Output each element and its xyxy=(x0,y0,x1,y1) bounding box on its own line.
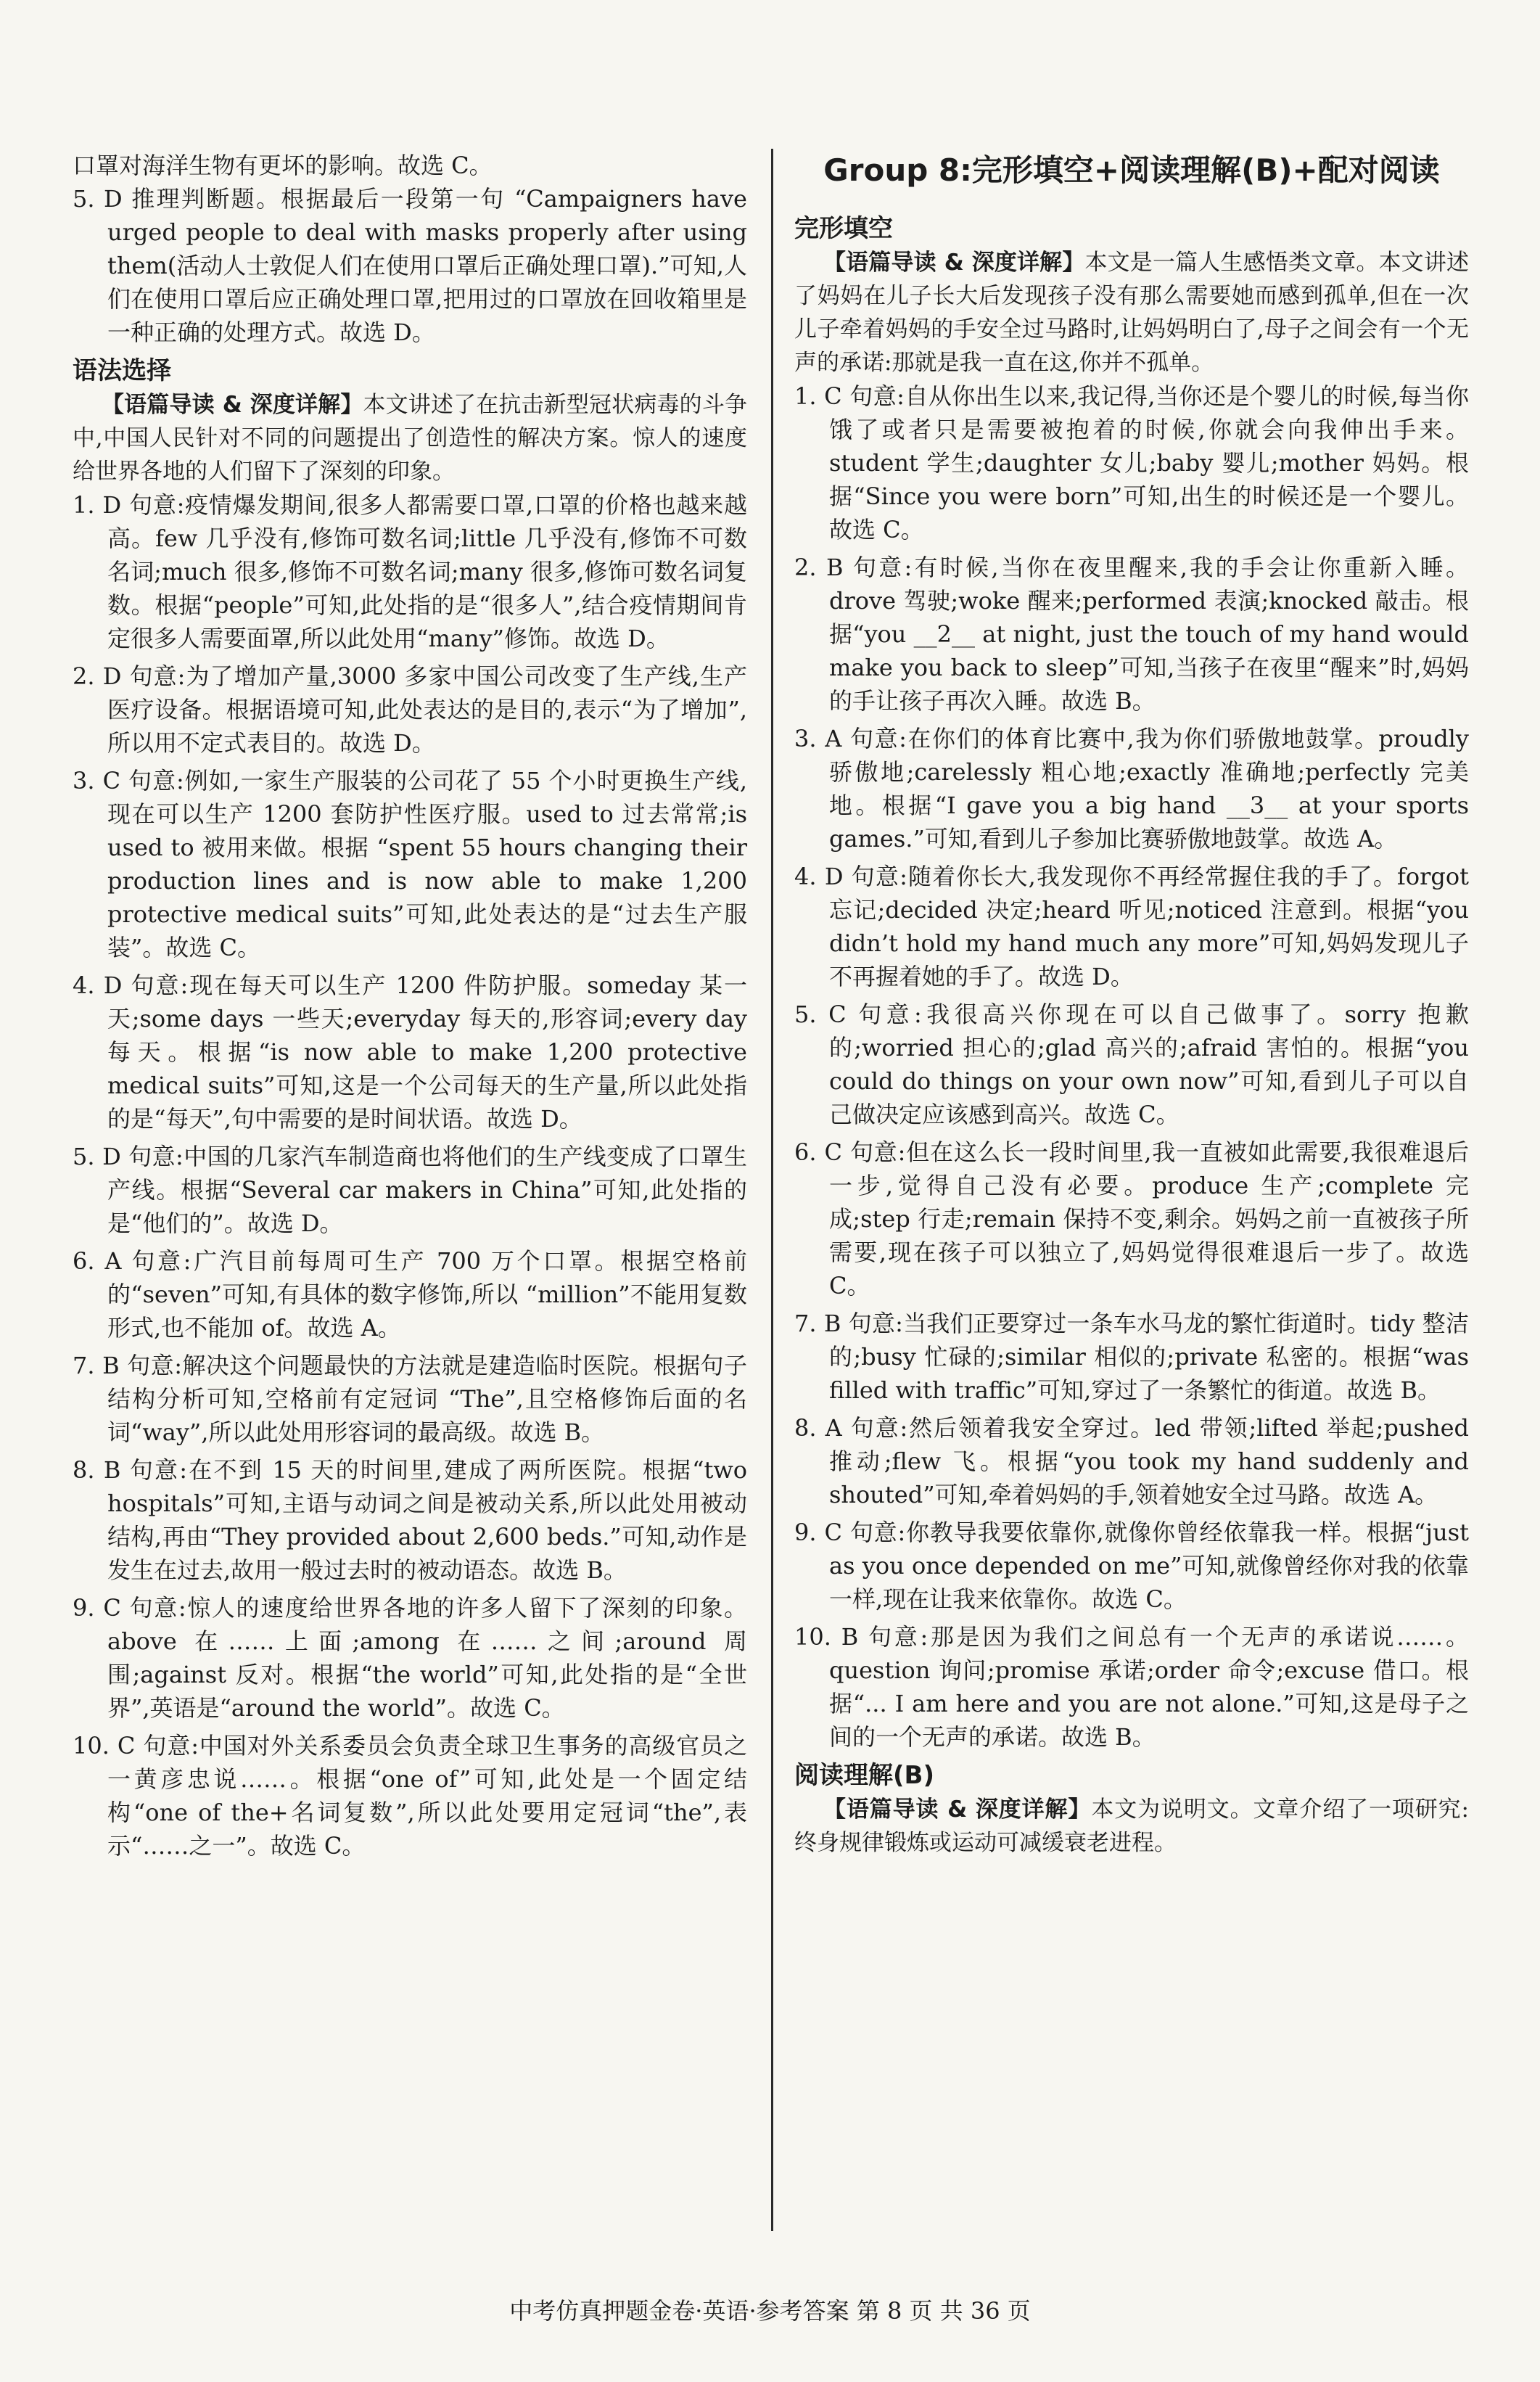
grammar-guide-text: 本文讲述了在抗击新型冠状病毒的斗争中,中国人民针对不同的问题提出了创造性的解决方案。惊人的速度给世界各地的人们留下了深刻的印象。 xyxy=(73,392,747,485)
grammar-heading: 语法选择 xyxy=(73,356,171,385)
reading-guide-label: 【语篇导读 & 深度详解】 xyxy=(823,1796,1092,1823)
cloze-item-8: 8. A 句意:然后领着我安全穿过。led 带领;lifted 举起;pushed 推动;flew 飞。根据“you took my hand suddenly and shouted”可知,牵着妈妈的手,领着她安全过马路。故选 A。 xyxy=(794,1414,1469,1508)
right-column xyxy=(794,149,1469,1860)
cloze-item-5: 5. C 句意:我很高兴你现在可以自己做事了。sorry 抱歉的;worried 担心的;glad 高兴的;afraid 害怕的。根据“you could do things on your own now”可知,看到儿子可以自己做决定应该感到高兴。故选 C。 xyxy=(794,1001,1469,1128)
grammar-item-4: 4. D 句意:现在每天可以生产 1200 件防护服。someday 某一天;some days 一些天;everyday 每天的,形容词;every day 每天。根据“is now able to make 1,200 protective medical suits”可知,这是一个公司每天的生产量,所以此处指的是“每天”,句中需要的是时间状语。故选 D。 xyxy=(73,972,747,1133)
reading-guide xyxy=(794,1793,1469,1860)
cloze-item-3: 3. A 句意:在你们的体育比赛中,我为你们骄傲地鼓掌。proudly 骄傲地;carelessly 粗心地;exactly 准确地;perfectly 完美地。根据“I gave you a big hand __3__ at your sports games.”可知,看到儿子参加比赛骄傲地鼓掌。故选 A。 xyxy=(794,725,1469,853)
left-column xyxy=(73,149,747,1867)
grammar-item-5: 5. D 句意:中国的几家汽车制造商也将他们的生产线变成了口罩生产线。根据“Several car makers in China”可知,此处指的是“他们的”。故选 D。 xyxy=(73,1143,747,1237)
cloze-items xyxy=(794,379,1469,1754)
grammar-items xyxy=(73,488,747,1863)
cloze-guide-label: 【语篇导读 & 深度详解】 xyxy=(823,250,1085,276)
grammar-item-9: 9. C 句意:惊人的速度给世界各地的许多人留下了深刻的印象。above 在……上面;among 在……之间;around 周围;against 反对。根据“the world”可知,此处指的是“全世界”,英语是“around the world”。故选 C。 xyxy=(73,1594,747,1722)
reading-heading: 阅读理解(B) xyxy=(794,1761,934,1790)
cloze-item-10: 10. B 句意:那是因为我们之间总有一个无声的承诺说……。question 询问;promise 承诺;order 命令;excuse 借口。根据“... I am here and you are not alone.”可知,这是母子之间的一个无声的承诺。故选 B。 xyxy=(794,1623,1469,1751)
grammar-item-1: 1. D 句意:疫情爆发期间,很多人都需要口罩,口罩的价格也越来越高。few 几乎没有,修饰可数名词;little 几乎没有,修饰不可数名词;much 很多,修饰不可数名词;many 很多,修饰可数名词复数。根据“people”可知,此处指的是“很多人”,结合疫情期间肯定很多人需要面罩,所以此处用“many”修饰。故选 D。 xyxy=(73,491,747,652)
reading-guide-text: 本文为说明文。文章介绍了一项研究:终身规律锻炼或运动可减缓衰老进程。 xyxy=(794,1796,1469,1856)
cloze-item-2: 2. B 句意:有时候,当你在夜里醒来,我的手会让你重新入睡。drove 驾驶;woke 醒来;performed 表演;knocked 敲击。根据“you __2__ at night, just the touch of my hand would make you back to sleep”可知,当孩子在夜里“醒来”时,妈妈的手让孩子再次入睡。故选 B。 xyxy=(794,554,1469,715)
group-title: Group 8:完形填空+阅读理解(B)+配对阅读 xyxy=(823,152,1440,188)
grammar-item-10: 10. C 句意:中国对外关系委员会负责全球卫生事务的高级官员之一黄彦忠说……。根据“one of”可知,此处是一个固定结构“one of the+名词复数”,所以此处要用定冠词“the”,表示“……之一”。故选 C。 xyxy=(73,1732,747,1860)
cloze-item-7: 7. B 句意:当我们正要穿过一条车水马龙的繁忙街道时。tidy 整洁的;busy 忙碌的;similar 相似的;private 私密的。根据“was filled with traffic”可知,穿过了一条繁忙的街道。故选 B。 xyxy=(794,1310,1469,1404)
grammar-guide-label: 【语篇导读 & 深度详解】 xyxy=(102,392,363,418)
grammar-item-7: 7. B 句意:解决这个问题最快的方法就是建造临时医院。根据句子结构分析可知,空格前有定冠词 “The”,且空格修饰后面的名词“way”,所以此处用形容词的最高级。故选 B。 xyxy=(73,1352,747,1446)
cloze-guide xyxy=(794,246,1469,379)
cloze-item-6: 6. C 句意:但在这么长一段时间里,我一直被如此需要,我很难退后一步,觉得自己没有必要。produce 生产;complete 完成;step 行走;remain 保持不变,剩余。妈妈之前一直被孩子所需要,现在孩子可以独立了,妈妈觉得很难退后一步了。故选 C。 xyxy=(794,1138,1469,1299)
cloze-item-9: 9. C 句意:你教导我要依靠你,就像你曾经依靠我一样。根据“just as you once depended on me”可知,就像曾经你对我的依靠一样,现在让我来依靠你。故选 C。 xyxy=(794,1519,1469,1613)
grammar-item-6: 6. A 句意:广汽目前每周可生产 700 万个口罩。根据空格前的“seven”可知,有具体的数字修饰,所以 “million”不能用复数形式,也不能加 of。故选 A。 xyxy=(73,1247,747,1342)
cloze-item-1: 1. C 句意:自从你出生以来,我记得,当你还是个婴儿的时候,每当你饿了或者只是需要被抱着的时候,你就会向我伸出手来。student 学生;daughter 女儿;baby 婴儿;mother 妈妈。根据“Since you were born”可知,出生的时候还是一个婴儿。故选 C。 xyxy=(794,382,1469,543)
grammar-guide xyxy=(73,388,747,488)
continued-text: 口罩对海洋生物有更坏的影响。故选 C。 xyxy=(73,152,493,179)
cloze-guide-text: 本文是一篇人生感悟类文章。本文讲述了妈妈在儿子长大后发现孩子没有那么需要她而感到孤单,但在一次儿子牵着妈妈的手安全过马路时,让妈妈明白了,母子之间会有一个无声的承诺:那就是我一直在这,你并不孤单。 xyxy=(794,250,1469,376)
reading-item-5: 5. D 推理判断题。根据最后一段第一句 “Campaigners have urged people to deal with masks properly after using them(活动人士敦促人们在使用口罩后正确处理口罩).”可知,人们在使用口罩后应正确处理口罩,把用过的口罩放在回收箱里是一种正确的处理方式。故选 D。 xyxy=(73,185,747,346)
cloze-heading: 完形填空 xyxy=(794,214,893,243)
grammar-item-3: 3. C 句意:例如,一家生产服装的公司花了 55 个小时更换生产线,现在可以生产 1200 套防护性医疗服。used to 过去常常;is used to 被用来做。根据 “spent 55 hours changing their production lines and is now able to make 1,200 protective medical suits”可知,此处表达的是“过去生产服装”。故选 C。 xyxy=(73,767,747,961)
column-divider xyxy=(771,149,773,2231)
grammar-item-2: 2. D 句意:为了增加产量,3000 多家中国公司改变了生产线,生产医疗设备。根据语境可知,此处表达的是目的,表示“为了增加”,所以用不定式表目的。故选 D。 xyxy=(73,662,747,757)
cloze-item-4: 4. D 句意:随着你长大,我发现你不再经常握住我的手了。forgot 忘记;decided 决定;heard 听见;noticed 注意到。根据“you didn’t hold my hand much any more”可知,妈妈发现儿子不再握着她的手了。故选 D。 xyxy=(794,863,1469,990)
grammar-item-8: 8. B 句意:在不到 15 天的时间里,建成了两所医院。根据“two hospitals”可知,主语与动词之间是被动关系,所以此处用被动结构,再由“They provided about 2,600 beds.”可知,动作是发生在过去,故用一般过去时的被动语态。故选 B。 xyxy=(73,1456,747,1584)
page-footer: 中考仿真押题金卷·英语·参考答案 第 8 页 共 36 页 xyxy=(509,2297,1031,2325)
